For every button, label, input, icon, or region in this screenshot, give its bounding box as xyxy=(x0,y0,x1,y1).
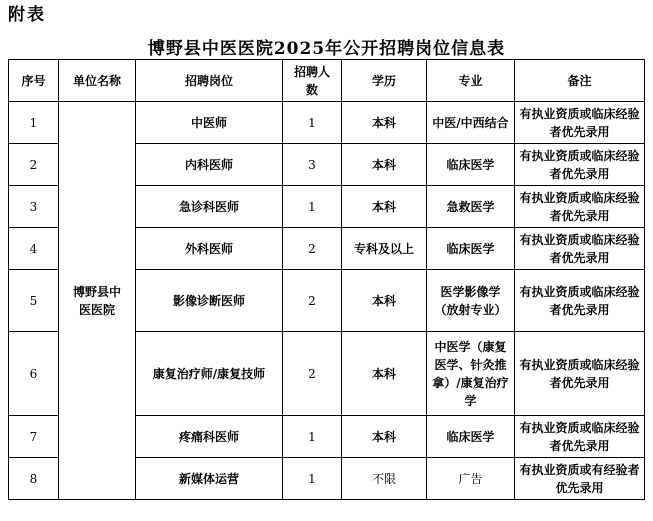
cell-serial: 1 xyxy=(9,102,59,144)
cell-note: 有执业资质或临床经验者优先录用 xyxy=(515,144,645,186)
cell-education: 本科 xyxy=(342,332,427,416)
cell-serial: 2 xyxy=(9,144,59,186)
cell-count: 1 xyxy=(283,102,342,144)
cell-count: 1 xyxy=(283,458,342,500)
cell-post: 康复治疗师/康复技师 xyxy=(136,332,283,416)
header-education: 学历 xyxy=(342,60,427,102)
header-post: 招聘岗位 xyxy=(136,60,283,102)
cell-note: 有执业资质或有经验者优先录用 xyxy=(515,458,645,500)
cell-major: 急救医学 xyxy=(427,186,515,228)
cell-count: 2 xyxy=(283,332,342,416)
cell-count: 2 xyxy=(283,228,342,270)
cell-major: 医学影像学（放射专业） xyxy=(427,270,515,332)
cell-count: 1 xyxy=(283,186,342,228)
cell-major: 临床医学 xyxy=(427,416,515,458)
cell-post: 中医师 xyxy=(136,102,283,144)
cell-education: 本科 xyxy=(342,416,427,458)
cell-note: 有执业资质或临床经验者优先录用 xyxy=(515,332,645,416)
cell-note: 有执业资质或临床经验者优先录用 xyxy=(515,102,645,144)
cell-major: 中医学（康复医学、针灸推拿）/康复治疗学 xyxy=(427,332,515,416)
cell-post: 影像诊断医师 xyxy=(136,270,283,332)
cell-serial: 3 xyxy=(9,186,59,228)
table-row xyxy=(9,102,645,144)
header-unit: 单位名称 xyxy=(59,60,136,102)
cell-serial: 6 xyxy=(9,332,59,416)
cell-education: 本科 xyxy=(342,102,427,144)
cell-major: 广告 xyxy=(427,458,515,500)
cell-unit-name: 博野县中医医院 xyxy=(59,102,136,500)
cell-serial: 5 xyxy=(9,270,59,332)
header-serial: 序号 xyxy=(9,60,59,102)
appendix-label: 附表 xyxy=(8,5,46,25)
cell-education: 专科及以上 xyxy=(342,228,427,270)
cell-serial: 8 xyxy=(9,458,59,500)
cell-post: 内科医师 xyxy=(136,144,283,186)
header-row xyxy=(9,60,645,102)
cell-post: 外科医师 xyxy=(136,228,283,270)
cell-count: 1 xyxy=(283,416,342,458)
cell-post: 急诊科医师 xyxy=(136,186,283,228)
page-title: 博野县中医医院2025年公开招聘岗位信息表 xyxy=(147,39,506,59)
cell-post: 疼痛科医师 xyxy=(136,416,283,458)
cell-serial: 7 xyxy=(9,416,59,458)
header-note: 备注 xyxy=(515,60,645,102)
cell-note: 有执业资质或临床经验者优先录用 xyxy=(515,416,645,458)
recruitment-table xyxy=(8,59,645,500)
cell-post: 新媒体运营 xyxy=(136,458,283,500)
cell-count: 3 xyxy=(283,144,342,186)
cell-education: 本科 xyxy=(342,270,427,332)
cell-note: 有执业资质或临床经验者优先录用 xyxy=(515,270,645,332)
cell-serial: 4 xyxy=(9,228,59,270)
header-count: 招聘人数 xyxy=(283,60,342,102)
cell-major: 临床医学 xyxy=(427,228,515,270)
cell-education: 本科 xyxy=(342,186,427,228)
header-major: 专业 xyxy=(427,60,515,102)
cell-education: 不限 xyxy=(342,458,427,500)
cell-count: 2 xyxy=(283,270,342,332)
cell-education: 本科 xyxy=(342,144,427,186)
cell-note: 有执业资质或临床经验者优先录用 xyxy=(515,228,645,270)
cell-major: 临床医学 xyxy=(427,144,515,186)
cell-note: 有执业资质或临床经验者优先录用 xyxy=(515,186,645,228)
cell-major: 中医/中西结合 xyxy=(427,102,515,144)
